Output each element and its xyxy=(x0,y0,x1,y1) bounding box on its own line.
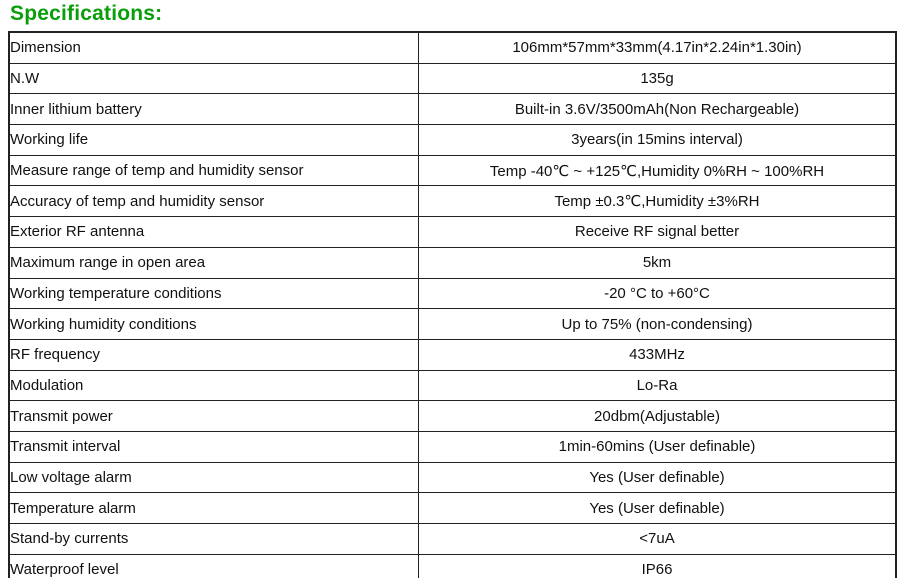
specifications-table-body xyxy=(9,32,896,578)
spec-value-cell: Temp -40℃ ~ +125℃,Humidity 0%RH ~ 100%RH xyxy=(419,155,897,186)
spec-value-cell: -20 °C to +60°C xyxy=(419,278,897,309)
spec-value-cell: 5km xyxy=(419,247,897,278)
table-row xyxy=(9,186,896,217)
table-row xyxy=(9,247,896,278)
table-row xyxy=(9,339,896,370)
spec-value-cell: Receive RF signal better xyxy=(419,217,897,248)
spec-label-cell: Low voltage alarm xyxy=(9,462,419,493)
spec-label-cell: Exterior RF antenna xyxy=(9,217,419,248)
table-row xyxy=(9,370,896,401)
table-row xyxy=(9,524,896,555)
spec-label-cell: Transmit interval xyxy=(9,431,419,462)
specifications-table xyxy=(8,31,897,578)
spec-label-cell: Maximum range in open area xyxy=(9,247,419,278)
spec-label-cell: Inner lithium battery xyxy=(9,94,419,125)
spec-label-cell: Transmit power xyxy=(9,401,419,432)
spec-value-cell: Yes (User definable) xyxy=(419,462,897,493)
spec-value-cell: 433MHz xyxy=(419,339,897,370)
spec-value-cell: Built-in 3.6V/3500mAh(Non Rechargeable) xyxy=(419,94,897,125)
table-row xyxy=(9,493,896,524)
spec-label-cell: Accuracy of temp and humidity sensor xyxy=(9,186,419,217)
spec-value-cell: 135g xyxy=(419,63,897,94)
table-row xyxy=(9,278,896,309)
spec-value-cell: 1min-60mins (User definable) xyxy=(419,431,897,462)
spec-value-cell: Temp ±0.3℃,Humidity ±3%RH xyxy=(419,186,897,217)
table-row xyxy=(9,125,896,156)
page-title: Specifications: xyxy=(10,2,163,25)
spec-label-cell: Modulation xyxy=(9,370,419,401)
spec-value-cell: 3years(in 15mins interval) xyxy=(419,125,897,156)
spec-value-cell: 20dbm(Adjustable) xyxy=(419,401,897,432)
spec-value-cell: IP66 xyxy=(419,554,897,578)
spec-value-cell: 106mm*57mm*33mm(4.17in*2.24in*1.30in) xyxy=(419,32,897,63)
table-row xyxy=(9,32,896,63)
spec-label-cell: Temperature alarm xyxy=(9,493,419,524)
table-row xyxy=(9,94,896,125)
spec-value-cell: Yes (User definable) xyxy=(419,493,897,524)
spec-label-cell: Dimension xyxy=(9,32,419,63)
table-row xyxy=(9,554,896,578)
table-row xyxy=(9,63,896,94)
table-row xyxy=(9,462,896,493)
spec-label-cell: Working life xyxy=(9,125,419,156)
spec-label-cell: Waterproof level xyxy=(9,554,419,578)
table-row xyxy=(9,217,896,248)
spec-label-cell: RF frequency xyxy=(9,339,419,370)
spec-label-cell: N.W xyxy=(9,63,419,94)
table-row xyxy=(9,309,896,340)
spec-label-cell: Working temperature conditions xyxy=(9,278,419,309)
spec-label-cell: Measure range of temp and humidity sensor xyxy=(9,155,419,186)
spec-value-cell: Lo-Ra xyxy=(419,370,897,401)
table-row xyxy=(9,155,896,186)
spec-value-cell: <7uA xyxy=(419,524,897,555)
table-row xyxy=(9,401,896,432)
spec-label-cell: Stand-by currents xyxy=(9,524,419,555)
spec-label-cell: Working humidity conditions xyxy=(9,309,419,340)
table-row xyxy=(9,431,896,462)
spec-value-cell: Up to 75% (non-condensing) xyxy=(419,309,897,340)
